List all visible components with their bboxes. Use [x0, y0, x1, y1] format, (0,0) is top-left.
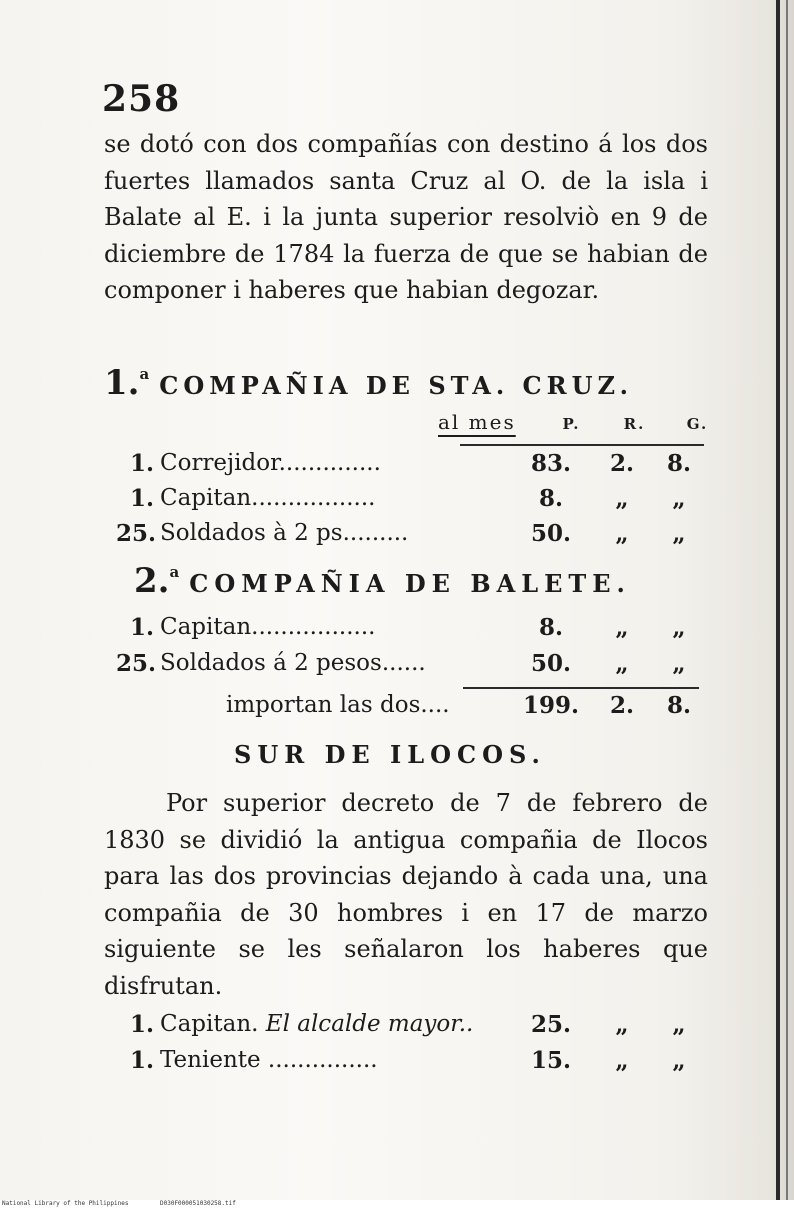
row-pesos: 15. — [530, 1047, 571, 1074]
table-row — [116, 520, 710, 554]
row-quantity: 1. — [129, 1047, 154, 1074]
company-1-title: COMPAÑIA DE STA. CRUZ. — [159, 371, 633, 400]
row-pesos: 50. — [530, 650, 571, 677]
intro-paragraph: se dotó con dos compañías con destino á los dos fuertes llamados santa Cruz al O. de la isla i Balate al E. i la junta superior resolviò en 9 de diciembre de 1784 la fuerza de que se habian de componer i haberes que habian degozar. — [104, 130, 708, 304]
row-granos: „ — [672, 650, 686, 677]
row-description-italic: El alcalde mayor.. — [265, 1011, 474, 1037]
column-header — [438, 410, 729, 434]
company-2-title: COMPAÑIA DE BALETE. — [189, 569, 631, 598]
footer-filename: D030F000051030258.tif — [160, 1200, 236, 1207]
total-description: importan las dos.... — [226, 692, 450, 718]
total-pesos: 199. — [522, 692, 580, 719]
table-row — [116, 650, 710, 684]
total-rule — [463, 687, 699, 689]
row-description — [160, 1011, 473, 1037]
column-pesos: P. — [562, 415, 581, 433]
ordinal: 2. — [134, 561, 170, 601]
row-description-plain: Capitan. — [160, 1011, 266, 1037]
row-granos: „ — [672, 485, 686, 512]
row-reales: „ — [615, 485, 629, 512]
row-granos: „ — [672, 520, 686, 547]
total-granos: 8. — [666, 692, 691, 719]
row-granos: „ — [672, 614, 686, 641]
row-quantity: 1. — [129, 485, 154, 512]
row-reales: „ — [615, 1047, 629, 1074]
ordinal: 1. — [104, 363, 140, 403]
table-row — [116, 1047, 710, 1081]
page-edge-line — [776, 0, 780, 1200]
row-description: Capitan................. — [160, 614, 376, 640]
row-pesos: 83. — [530, 450, 571, 477]
row-pesos: 50. — [530, 520, 571, 547]
row-pesos: 8. — [538, 485, 563, 512]
row-reales: „ — [615, 1011, 629, 1038]
column-granos: G. — [686, 415, 709, 433]
scan-footer — [0, 1200, 794, 1208]
total-row — [116, 692, 710, 726]
row-reales: „ — [615, 614, 629, 641]
row-quantity: 25. — [116, 520, 157, 547]
row-description: Soldados á 2 pesos...... — [160, 650, 426, 676]
row-granos: „ — [672, 1047, 686, 1074]
row-reales: 2. — [609, 450, 634, 477]
header-rule — [460, 444, 704, 446]
total-reales: 2. — [609, 692, 634, 719]
table-row — [116, 485, 710, 519]
row-description-plain: Teniente ............... — [160, 1047, 378, 1073]
row-reales: „ — [615, 520, 629, 547]
row-granos: 8. — [666, 450, 691, 477]
ilocos-paragraph: Por superior decreto de 7 de febrero de 1830 se dividió la antigua compañia de Ilocos para las dos provincias dejando à cada una, una compañia de 30 hombres i en 17 de marzo siguiente se les señalaron los haberes que disfrutan. — [104, 789, 708, 1000]
ilocos-heading: SUR DE ILOCOS. — [234, 740, 546, 769]
column-al-mes: al mes — [438, 410, 516, 434]
row-quantity: 1. — [129, 450, 154, 477]
row-description — [160, 1047, 378, 1073]
row-reales: „ — [615, 650, 629, 677]
row-description: Soldados à 2 ps......... — [160, 520, 409, 546]
row-quantity: 1. — [129, 1011, 154, 1038]
page-edge-line-inner — [786, 0, 788, 1200]
column-reales: R. — [623, 415, 646, 433]
company-1-heading — [104, 363, 633, 403]
page-number: 258 — [102, 78, 181, 120]
row-description: Capitan................. — [160, 485, 376, 511]
ordinal-superscript: a — [139, 365, 150, 383]
table-row — [116, 614, 710, 648]
table-row — [116, 1011, 710, 1045]
row-granos: „ — [672, 1011, 686, 1038]
row-quantity: 1. — [129, 614, 154, 641]
table-row — [116, 450, 710, 484]
footer-library: National Library of the Philippines — [2, 1200, 129, 1207]
row-quantity: 25. — [116, 650, 157, 677]
row-description: Correjidor.............. — [160, 450, 381, 476]
company-2-heading — [134, 561, 631, 601]
row-pesos: 25. — [530, 1011, 571, 1038]
row-pesos: 8. — [538, 614, 563, 641]
ordinal-superscript: a — [169, 563, 180, 581]
